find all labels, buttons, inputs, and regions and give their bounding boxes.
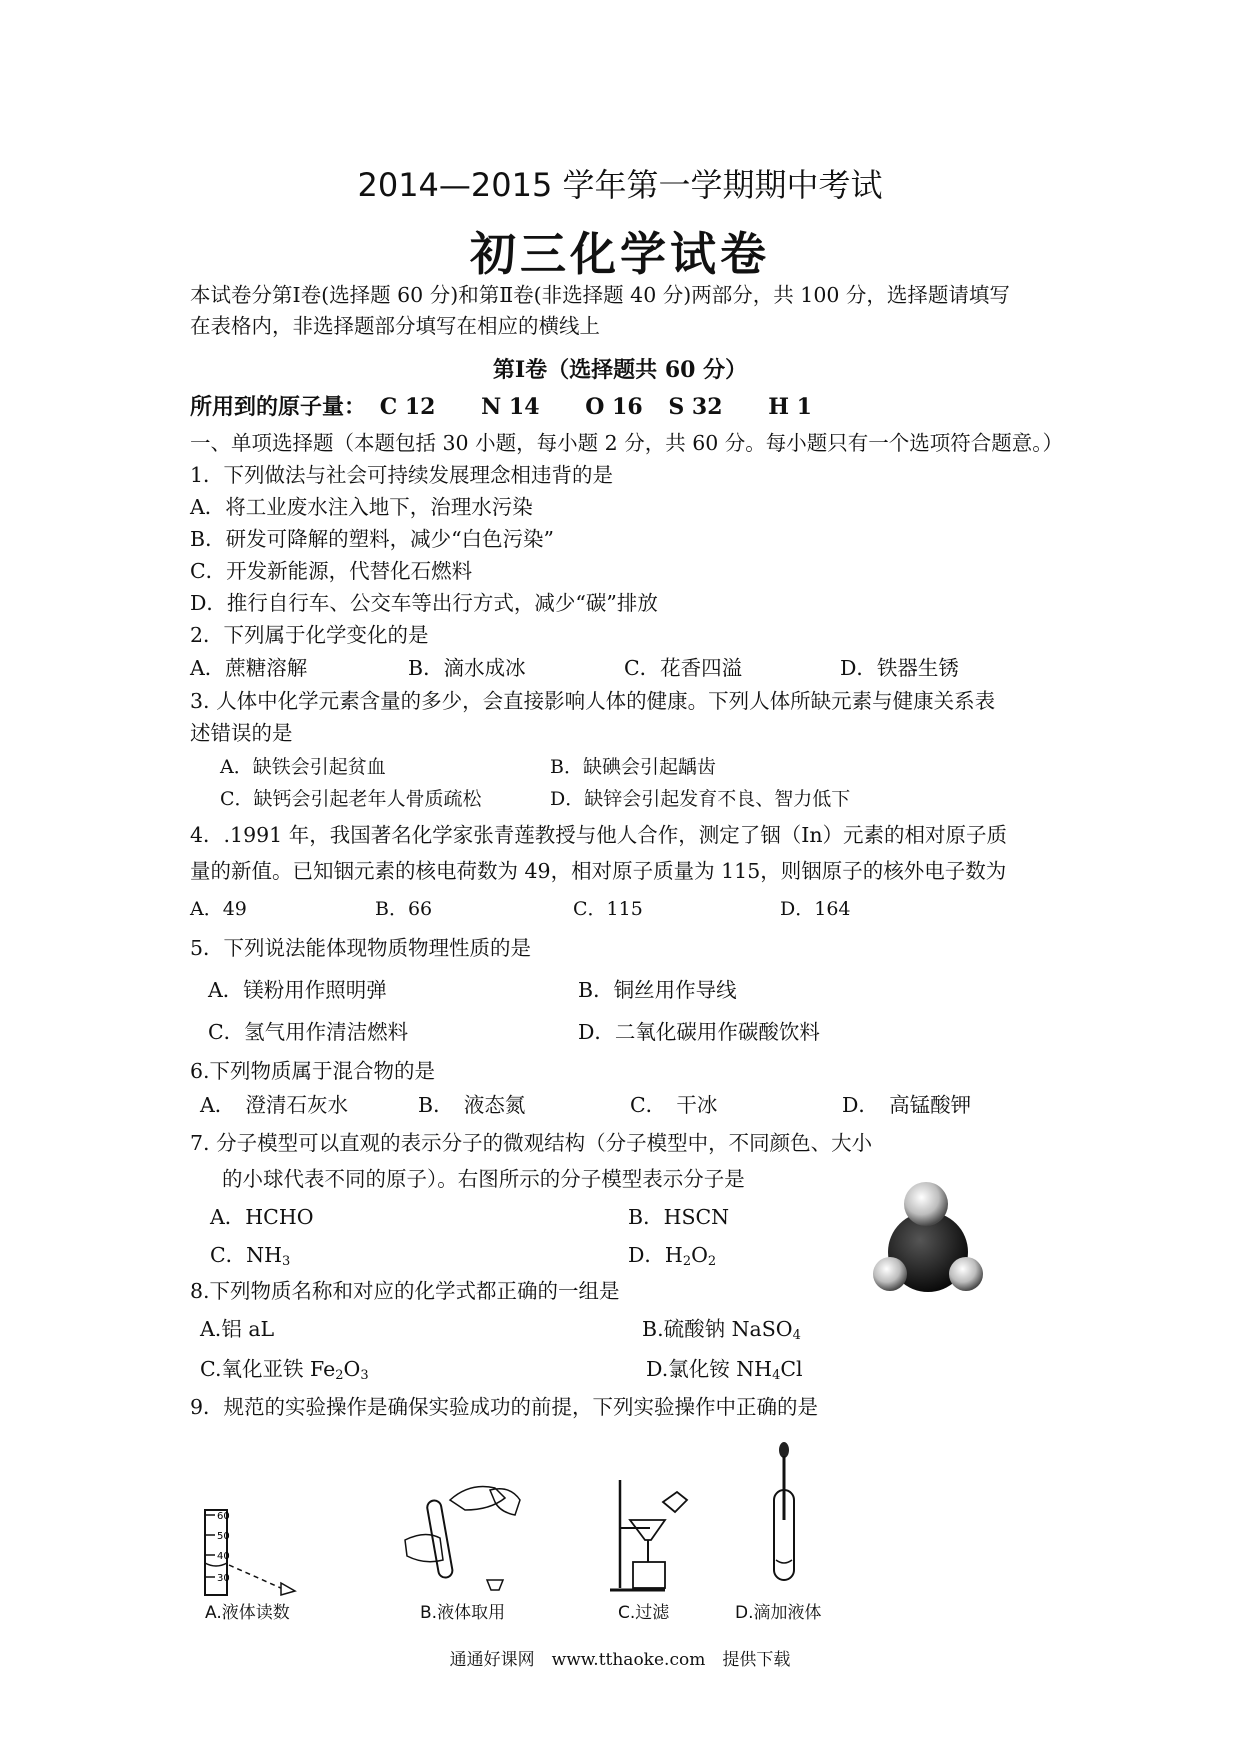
question-3-stem-cont: 述错误的是 [190,721,293,745]
question-7-stem: 7. 分子模型可以直观的表示分子的微观结构（分子模型中，不同颜色、大小 [190,1131,873,1155]
option-text: D.氯化铵 NH [646,1357,773,1381]
option-text: C.氧化亚铁 Fe [200,1357,336,1381]
question-2-option-a: A．蔗糖溶解 [190,656,308,680]
formula-part: O [691,1243,708,1267]
part-instructions: 一、单项选择题（本题包括 30 小题，每小题 2 分，共 60 分。每小题只有一个选项符合题意。） [190,431,1064,455]
question-3-option-d: D．缺锌会引起发育不良、智力低下 [550,788,851,810]
subscript: 3 [360,1368,369,1383]
subscript: 2 [335,1368,344,1383]
dropper-bulb [779,1442,789,1458]
question-1-option-a: A．将工业废水注入地下，治理水污染 [190,495,533,519]
atomic-mass-item: H 1 [768,394,812,420]
atomic-mass-item: S 32 [668,394,723,420]
liquid-taking-figure [395,1470,535,1600]
atomic-masses [190,390,850,421]
question-2-option-c: C．花香四溢 [624,656,743,680]
figure-a-label: A.液体读数 [205,1603,290,1623]
filtration-figure [605,1470,705,1600]
question-1-option-b: B．研发可降解的塑料，减少“白色污染” [190,527,555,551]
formula-part: O [343,1357,361,1381]
question-6-option-b: B． 液态氮 [418,1093,526,1117]
question-4-option-d: D．164 [780,898,851,920]
cylinder-tick-label: 50 [217,1531,230,1542]
footer-source: 通通好课网 www.tthaoke.com 提供下载 [449,1650,791,1670]
cylinder-tick-label: 30 [217,1573,230,1584]
question-1-option-d: D．推行自行车、公交车等出行方式，减少“碳”排放 [190,591,658,615]
question-4-option-c: C．115 [573,898,643,920]
question-8-option-c [200,1354,369,1391]
intro-line-2: 在表格内，非选择题部分填写在相应的横线上 [190,314,600,338]
question-1-stem: 1．下列做法与社会可持续发展理念相违背的是 [190,463,614,487]
option-text: D．H [628,1243,683,1267]
atomic-mass-item: C 12 [379,394,436,420]
formula-part: Cl [780,1357,803,1381]
atomic-masses-label: 所用到的原子量： [190,394,367,420]
hand-icon [405,1534,443,1561]
molecule-model-figure [870,1180,990,1295]
question-9-stem: 9．规范的实验操作是确保实验成功的前提，下列实验操作中正确的是 [190,1395,819,1419]
question-4-stem: 4．.1991 年，我国著名化学家张青莲教授与他人合作，测定了铟（In）元素的相对原子质 [190,823,1008,847]
question-7-option-b: B．HSCN [628,1205,730,1229]
question-4-stem-cont: 量的新值。已知铟元素的核电荷数为 49，相对原子质量为 115，则铟原子的核外电子数为 [190,859,1007,883]
question-3-option-a: A．缺铁会引起贫血 [220,756,386,778]
question-4-option-b: B．66 [375,898,433,920]
atomic-mass-item: O 16 [585,394,643,420]
question-2-stem: 2．下列属于化学变化的是 [190,623,429,647]
question-5-stem: 5．下列说法能体现物质物理性质的是 [190,936,532,960]
question-5-option-a: A．镁粉用作照明弹 [208,978,387,1002]
figure-c-label: C.过滤 [618,1603,670,1623]
atomic-mass-item: N 14 [481,394,540,420]
question-8-option-d [646,1354,803,1391]
figure-d-label: D.滴加液体 [735,1603,822,1623]
cylinder-tick-label: 60 [217,1511,230,1522]
subscript: 2 [707,1254,717,1269]
left-atom [873,1257,907,1291]
question-7-option-a: A．HCHO [210,1205,314,1229]
eye-icon [281,1583,295,1595]
question-3-stem: 3. 人体中化学元素含量的多少，会直接影响人体的健康。下列人体所缺元素与健康关系表 [190,689,996,713]
liquid-reading-figure [195,1505,315,1600]
pouring-beaker-icon [663,1492,687,1512]
question-5-option-c: C．氢气用作清洁燃料 [208,1020,409,1044]
funnel-icon [630,1520,665,1540]
dropping-liquid-figure [760,1440,820,1590]
question-6-option-a: A． 澄清石灰水 [200,1093,349,1117]
question-6-option-d: D． 高锰酸钾 [842,1093,972,1117]
subscript: 3 [282,1254,291,1269]
section-title: 第Ⅰ卷（选择题共 60 分） [492,357,748,383]
beaker-icon [633,1562,665,1588]
subscript: 4 [792,1328,801,1343]
bottle-icon [450,1487,505,1511]
option-text: B.硫酸钠 NaSO [642,1317,793,1341]
right-atom [949,1257,983,1291]
figure-b-label: B.液体取用 [420,1603,506,1623]
exam-title: 2014—2015 学年第一学期期中考试 [357,166,883,204]
question-7-stem-cont: 的小球代表不同的原子）。右图所示的分子模型表示分子是 [222,1167,745,1191]
question-8-option-b [642,1314,801,1351]
question-6-stem: 6.下列物质属于混合物的是 [190,1059,436,1083]
question-6-option-c: C． 干冰 [630,1093,718,1117]
stopper-icon [487,1580,503,1590]
question-2-option-d: D．铁器生锈 [840,656,959,680]
question-5-option-b: B．铜丝用作导线 [578,978,737,1002]
question-7-option-d [628,1240,716,1277]
question-2-option-b: B．滴水成冰 [408,656,526,680]
intro-line-1: 本试卷分第Ⅰ卷(选择题 60 分)和第Ⅱ卷(非选择题 40 分)两部分，共 100 分，选择题请填写 [190,283,1010,307]
question-7-option-c [210,1240,290,1277]
question-3-option-c: C．缺钙会引起老年人骨质疏松 [220,788,482,810]
subscript: 4 [772,1368,781,1383]
question-1-option-c: C．开发新能源，代替化石燃料 [190,559,473,583]
question-3-option-b: B．缺碘会引起龋齿 [550,756,716,778]
question-5-option-d: D．二氧化碳用作碳酸饮料 [578,1020,820,1044]
option-text: C．NH [210,1243,283,1267]
question-4-option-a: A．49 [190,898,247,920]
cylinder-tick-label: 40 [217,1551,230,1562]
question-8-stem: 8.下列物质名称和对应的化学式都正确的一组是 [190,1279,620,1303]
exam-subtitle: 初三化学试卷 [470,227,770,281]
top-atom [904,1182,948,1226]
question-8-option-a: A.铝 aL [200,1317,275,1341]
subscript: 2 [682,1254,692,1269]
